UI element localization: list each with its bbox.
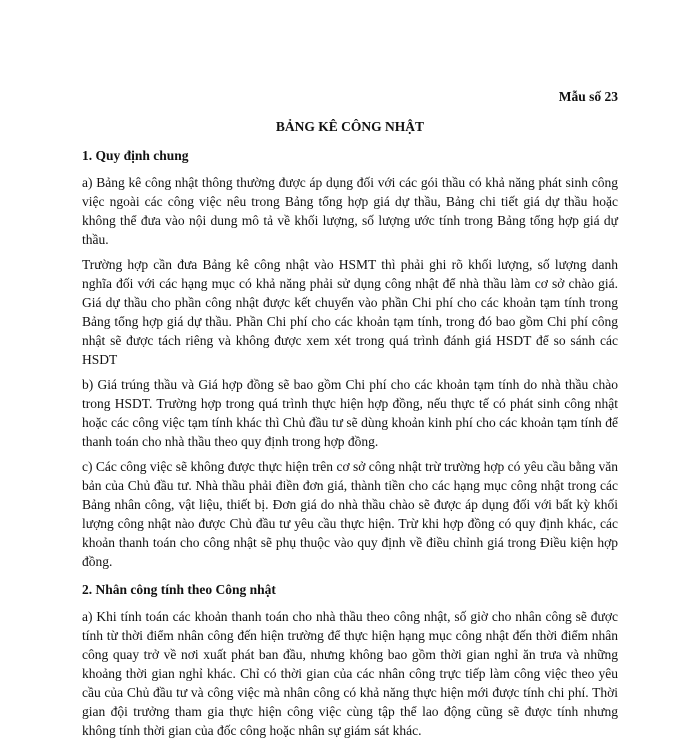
- document-title: BẢNG KÊ CÔNG NHẬT: [275, 119, 425, 134]
- section-1-paragraph-a-cont: Trường hợp cần đưa Bảng kê công nhật vào HSMT thì phải ghi rõ khối lượng, số lượng danh nghĩa đối với các hạng mục có khả năng phải sử dụng công nhật để nhà thầu làm cơ sở chào giá. Giá dự thầu cho phần công nhật được kết chuyển vào phần Chi phí cho các khoản tạm tính trong Bảng tổng hợp giá dự thầu. Phần Chi phí cho các khoản tạm tính, trong đó bao gồm Chi phí công nhật sẽ được tách riêng và không được xem xét trong quá trình đánh giá HSDT để so sánh các HSDT: [82, 257, 618, 367]
- section-2-heading: 2. Nhân công tính theo Công nhật: [82, 582, 276, 597]
- section-1-paragraph-c: c) Các công việc sẽ không được thực hiện trên cơ sở công nhật trừ trường hợp có yêu cầu bằng văn bản của Chủ đầu tư. Nhà thầu phải điền đơn giá, thành tiền cho các hạng mục công nhật trong các Bảng nhân công, vật liệu, thiết bị. Đơn giá do nhà thầu chào sẽ được áp dụng đối với bất kỳ khối lượng công nhật nào được Chủ đầu tư yêu cầu thực hiện. Trừ khi hợp đồng có quy định khác, các khoản thanh toán cho công nhật sẽ phụ thuộc vào quy định về điều chỉnh giá trong Điều kiện hợp đồng.: [82, 459, 618, 569]
- section-1-heading: 1. Quy định chung: [82, 148, 189, 163]
- form-number: Mẫu số 23: [558, 89, 618, 104]
- document-page: [82, 88, 618, 746]
- section-2-paragraph-a: a) Khi tính toán các khoản thanh toán cho nhà thầu theo công nhật, số giờ cho nhân công sẽ được tính từ thời điểm nhân công đến hiện trường để thực hiện hạng mục công nhật đến thời điểm nhân công quay trở về nơi xuất phát ban đầu, nhưng không bao gồm thời gian nghỉ ăn trưa và những khoảng thời gian nghỉ khác. Chỉ có thời gian của các nhân công trực tiếp làm công việc theo yêu cầu của Chủ đầu tư và công việc mà nhân công có khả năng thực hiện mới được tính chi phí. Thời gian đội trưởng tham gia thực hiện công việc cùng tập thể lao động cũng sẽ được tính nhưng không tính thời gian của đốc công hoặc nhân sự giám sát khác.: [82, 609, 618, 738]
- section-1-paragraph-a: a) Bảng kê công nhật thông thường được áp dụng đối với các gói thầu có khả năng phát sinh công việc ngoài các công việc nêu trong Bảng tổng hợp giá dự thầu, Bảng chi tiết giá dự thầu hoặc không thể đưa vào nội dung mô tả về khối lượng, số lượng ước tính trong Bảng tổng hợp giá dự thầu.: [82, 175, 618, 247]
- section-1-paragraph-b: b) Giá trúng thầu và Giá hợp đồng sẽ bao gồm Chi phí cho các khoản tạm tính do nhà thầu chào trong HSDT. Trường hợp trong quá trình thực hiện hợp đồng, nếu thực tế có phát sinh công nhật hoặc các công việc tạm tính khác thì Chủ đầu tư sẽ dùng khoản kinh phí cho các khoản tạm tính để thanh toán cho nhà thầu theo quy định trong hợp đồng.: [82, 377, 618, 449]
